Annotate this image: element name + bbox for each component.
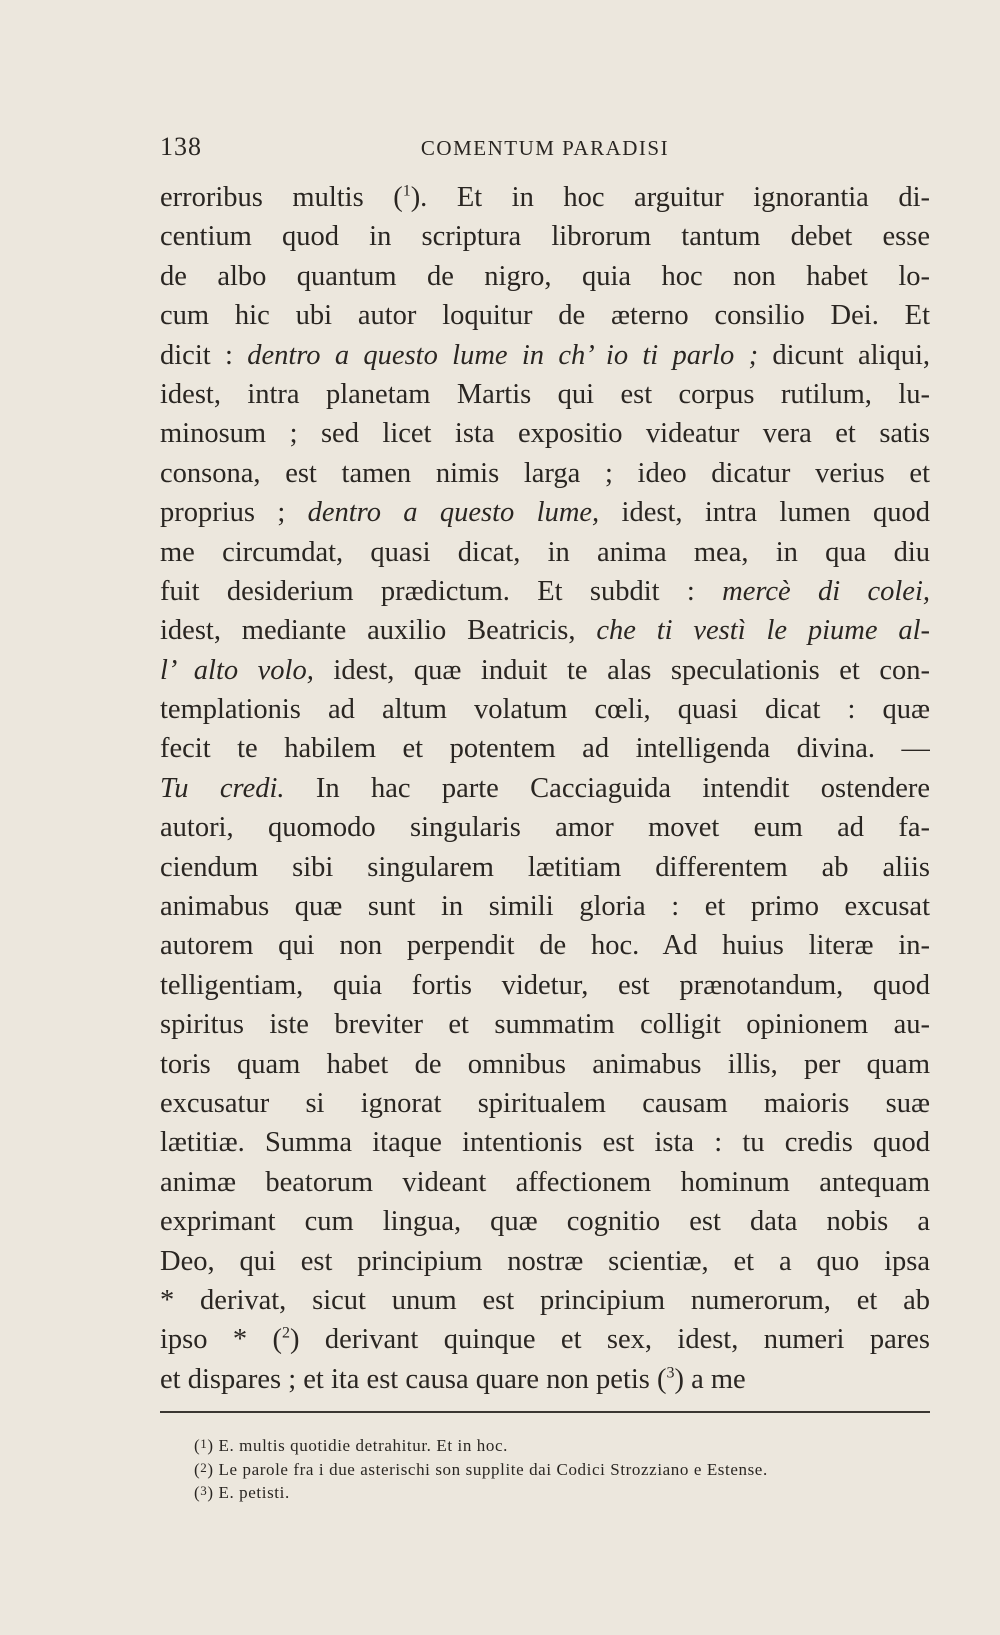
italic-quote: dentro a questo lume, — [307, 497, 600, 529]
text-line — [160, 414, 930, 453]
text-line — [160, 217, 930, 256]
page-number: 138 — [160, 132, 202, 161]
italic-quote: dentro a questo lume in ch’ io ti parlo ; — [247, 339, 759, 371]
text-line — [160, 454, 930, 493]
text-line — [160, 493, 930, 532]
text-run: ) derivant quinque et sex, idest, numeri pares — [290, 1324, 930, 1356]
text-run: animabus quæ sunt in simili gloria : et primo excusat — [160, 891, 930, 923]
text-run: ) a me — [674, 1363, 746, 1395]
footnote-paren: ) — [207, 1459, 219, 1479]
text-run: ipso * ( — [160, 1324, 283, 1356]
text-run: excusatur si ignorat spiritualem causam maioris suæ — [160, 1087, 930, 1119]
footnote — [194, 1479, 930, 1503]
text-line — [160, 1202, 930, 1241]
text-run: erroribus multis ( — [160, 182, 403, 213]
footnote — [194, 1432, 930, 1456]
text-run: fecit te habilem et potentem ad intelligenda divina. — — [160, 733, 930, 765]
text-run: fuit desiderium prædictum. Et subdit : — [160, 575, 723, 607]
footnote-paren: ( — [194, 1483, 201, 1502]
running-head — [160, 132, 930, 166]
footnote — [194, 1456, 930, 1480]
text-run: de albo quantum de nigro, quia hoc non habet lo- — [160, 260, 930, 292]
footnote-mark: 3 — [200, 1483, 208, 1498]
text-line — [160, 336, 930, 375]
text-line — [160, 257, 930, 296]
text-run: et dispares ; et ita est causa quare non petis ( — [160, 1363, 667, 1395]
text-line — [160, 1242, 930, 1281]
text-line — [160, 729, 930, 768]
text-run: toris quam habet de omnibus animabus illis, per quam — [160, 1048, 930, 1080]
text-run: idest, intra planetam Martis qui est corpus rutilum, lu- — [160, 378, 930, 410]
footnote-paren: ) — [207, 1483, 219, 1502]
text-line — [160, 651, 930, 690]
text-line — [160, 1163, 930, 1202]
text-line — [160, 533, 930, 572]
text-run: ). Et in hoc arguitur ignorantia di- — [410, 182, 930, 213]
text-run: consona, est tamen nimis larga ; ideo dicatur verius et — [160, 457, 930, 489]
text-run: autorem qui non perpendit de hoc. Ad huius literæ in- — [160, 930, 930, 962]
text-line — [160, 808, 930, 847]
footnotes — [194, 1432, 930, 1503]
footnote-paren: ) — [207, 1436, 219, 1455]
italic-quote: che ti vestì le piume al- — [596, 615, 930, 647]
text-line — [160, 1005, 930, 1044]
text-line — [160, 966, 930, 1005]
text-run: idest, mediante auxilio Beatricis, — [160, 615, 597, 647]
text-run: centium quod in scriptura librorum tantum debet esse — [160, 221, 930, 253]
text-line — [160, 769, 930, 808]
text-run: animæ beatorum videant affectionem hominum antequam — [160, 1166, 930, 1198]
text-line — [160, 926, 930, 965]
text-run: * derivat, sicut unum est principium numerorum, et ab — [160, 1284, 930, 1316]
text-line — [160, 1084, 930, 1123]
footnote-paren: ( — [194, 1459, 201, 1479]
text-line — [160, 572, 930, 611]
text-run: idest, intra lumen quod — [599, 497, 930, 529]
footnote-mark: 1 — [200, 1436, 208, 1451]
text-run: proprius ; — [160, 497, 308, 529]
footnote-paren: ( — [194, 1436, 201, 1455]
footnote-reference: 1 — [402, 182, 411, 200]
text-run: templationis ad altum volatum cœli, quasi dicat : quæ — [160, 694, 930, 726]
text-run: telligentiam, quia fortis videtur, est prænotandum, quod — [160, 969, 930, 1001]
body-text — [160, 178, 930, 1399]
footnote-text: E. petisti. — [218, 1483, 290, 1502]
italic-quote: Tu credi. — [160, 772, 285, 804]
text-run: minosum ; sed licet ista expositio videatur vera et satis — [160, 418, 930, 450]
footnote-text: E. multis quotidie detrahitur. Et in hoc. — [218, 1436, 508, 1455]
text-run: Deo, qui est principium nostræ scientiæ, et a quo ipsa — [160, 1245, 930, 1277]
text-run: idest, quæ induit te alas speculationis et con- — [313, 654, 930, 686]
text-line — [160, 611, 930, 650]
text-line — [160, 178, 930, 217]
text-run: dicit : — [160, 339, 248, 371]
text-run: cum hic ubi autor loquitur de æterno consilio Dei. Et — [160, 300, 930, 332]
footnote-reference: 3 — [666, 1364, 675, 1382]
italic-quote: mercè di colei, — [722, 575, 930, 607]
footnote-mark: 2 — [200, 1459, 208, 1475]
text-line — [160, 690, 930, 729]
text-run: lætitiæ. Summa itaque intentionis est ista : tu credis quod — [160, 1127, 930, 1159]
running-title: COMENTUM PARADISI — [420, 136, 670, 160]
text-line — [160, 1281, 930, 1320]
text-line — [160, 848, 930, 887]
text-run: spiritus iste breviter et summatim colligit opinionem au- — [160, 1009, 930, 1041]
text-line — [160, 375, 930, 414]
footnote-reference: 2 — [282, 1324, 291, 1342]
text-run: ciendum sibi singularem lætitiam differentem ab aliis — [160, 851, 930, 883]
footnote-separator — [160, 1411, 930, 1413]
text-run: me circumdat, quasi dicat, in anima mea, in qua diu — [160, 536, 930, 568]
text-line — [160, 1320, 930, 1359]
text-line — [160, 296, 930, 335]
text-line — [160, 1360, 930, 1399]
text-line — [160, 887, 930, 926]
text-line — [160, 1123, 930, 1162]
text-run: exprimant cum lingua, quæ cognitio est data nobis a — [160, 1206, 930, 1238]
footnote-text: Le parole fra i due asterischi son supplite dai Codici Strozziano e Estense. — [218, 1459, 768, 1479]
text-run: autori, quomodo singularis amor movet eum ad fa- — [160, 812, 930, 844]
text-run: dicunt aliqui, — [758, 339, 930, 371]
text-run: In hac parte Cacciaguida intendit ostendere — [284, 772, 930, 804]
text-line — [160, 1045, 930, 1084]
italic-quote: l’ alto volo, — [160, 654, 314, 686]
